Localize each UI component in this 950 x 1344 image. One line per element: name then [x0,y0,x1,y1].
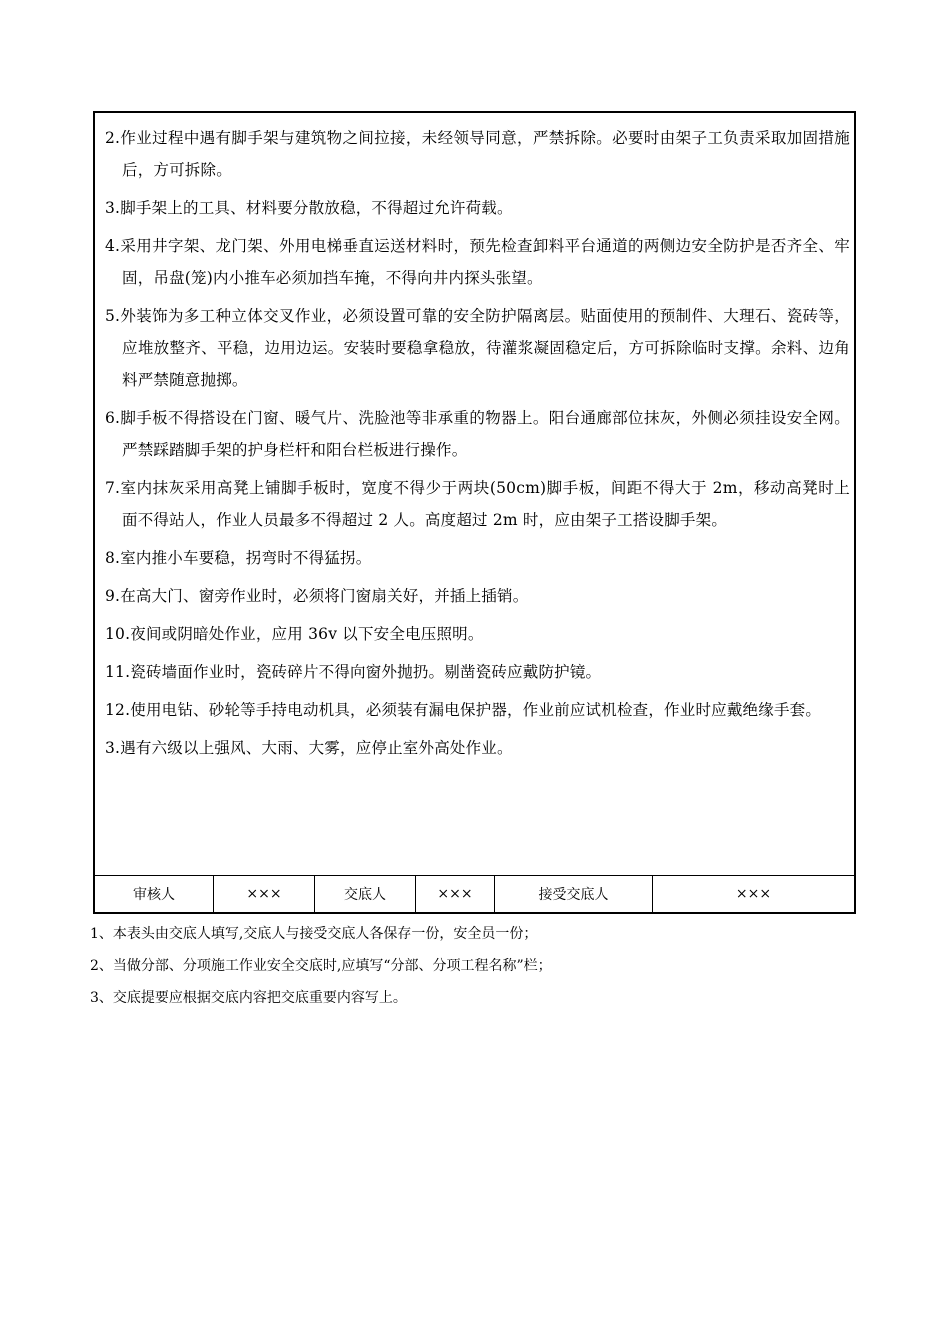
presenter-label: 交底人 [315,876,416,912]
briefing-item-3: 3.脚手架上的工具、材料要分散放稳，不得超过允许荷载。 [105,199,513,217]
briefing-item-13: 3.遇有六级以上强风、大雨、大雾，应停止室外高处作业。 [105,739,513,757]
briefing-item-6: 6.脚手板不得搭设在门窗、暖气片、洗脸池等非承重的物器上。阳台通廊部位抹灰，外侧必须挂设安全网。严禁踩踏脚手架的护身栏杆和阳台栏板进行操作。 [105,409,850,459]
briefing-item-12: 12.使用电钻、砂轮等手持电动机具，必须装有漏电保护器，作业前应试机检查，作业时应戴绝缘手套。 [105,701,822,719]
footnote-3: 3、交底提要应根据交底内容把交底重要内容写上。 [90,990,407,1006]
briefing-item-9: 9.在高大门、窗旁作业时，必须将门窗扇关好，并插上插销。 [105,587,529,605]
briefing-item-7: 7.室内抹灰采用高凳上铺脚手板时，宽度不得少于两块(50cm)脚手板，间距不得大于 2m，移动高凳时上面不得站人，作业人员最多不得超过 2 人。高度超过 2m 时，应由架子工搭设脚手架。 [105,479,850,529]
briefing-content-cell [95,113,854,876]
briefing-item-11: 11.瓷砖墙面作业时，瓷砖碎片不得向窗外抛扔。剔凿瓷砖应戴防护镜。 [105,663,602,681]
signature-row [95,876,854,912]
footnotes [90,918,850,1014]
safety-briefing-table [93,111,856,914]
briefing-item-4: 4.采用井字架、龙门架、外用电梯垂直运送材料时，预先检查卸料平台通道的两侧边安全防护是否齐全、牢固，吊盘(笼)内小推车必须加挡车掩，不得向井内探头张望。 [105,237,850,287]
reviewer-value: ××× [214,876,315,912]
reviewer-label: 审核人 [95,876,214,912]
briefing-item-10: 10.夜间或阴暗处作业，应用 36v 以下安全电压照明。 [105,625,484,643]
briefing-item-8: 8.室内推小车要稳，拐弯时不得猛拐。 [105,549,372,567]
footnote-1: 1、本表头由交底人填写,交底人与接受交底人各保存一份，安全员一份； [90,926,538,942]
briefing-item-5: 5.外装饰为多工种立体交叉作业，必须设置可靠的安全防护隔离层。贴面使用的预制件、大理石、瓷砖等，应堆放整齐、平稳，边用边运。安装时要稳拿稳放，待灌浆凝固稳定后，方可拆除临时支撑。余料、边角料严禁随意抛掷。 [105,307,850,389]
footnote-2: 2、当做分部、分项施工作业安全交底时,应填写“分部、分项工程名称”栏； [90,958,552,974]
briefing-items [105,122,850,770]
presenter-value: ××× [416,876,495,912]
briefing-item-2: 2.作业过程中遇有脚手架与建筑物之间拉接，未经领导同意，严禁拆除。必要时由架子工负责采取加固措施后，方可拆除。 [105,129,850,179]
receiver-label: 接受交底人 [495,876,653,912]
receiver-value: ××× [735,886,772,902]
